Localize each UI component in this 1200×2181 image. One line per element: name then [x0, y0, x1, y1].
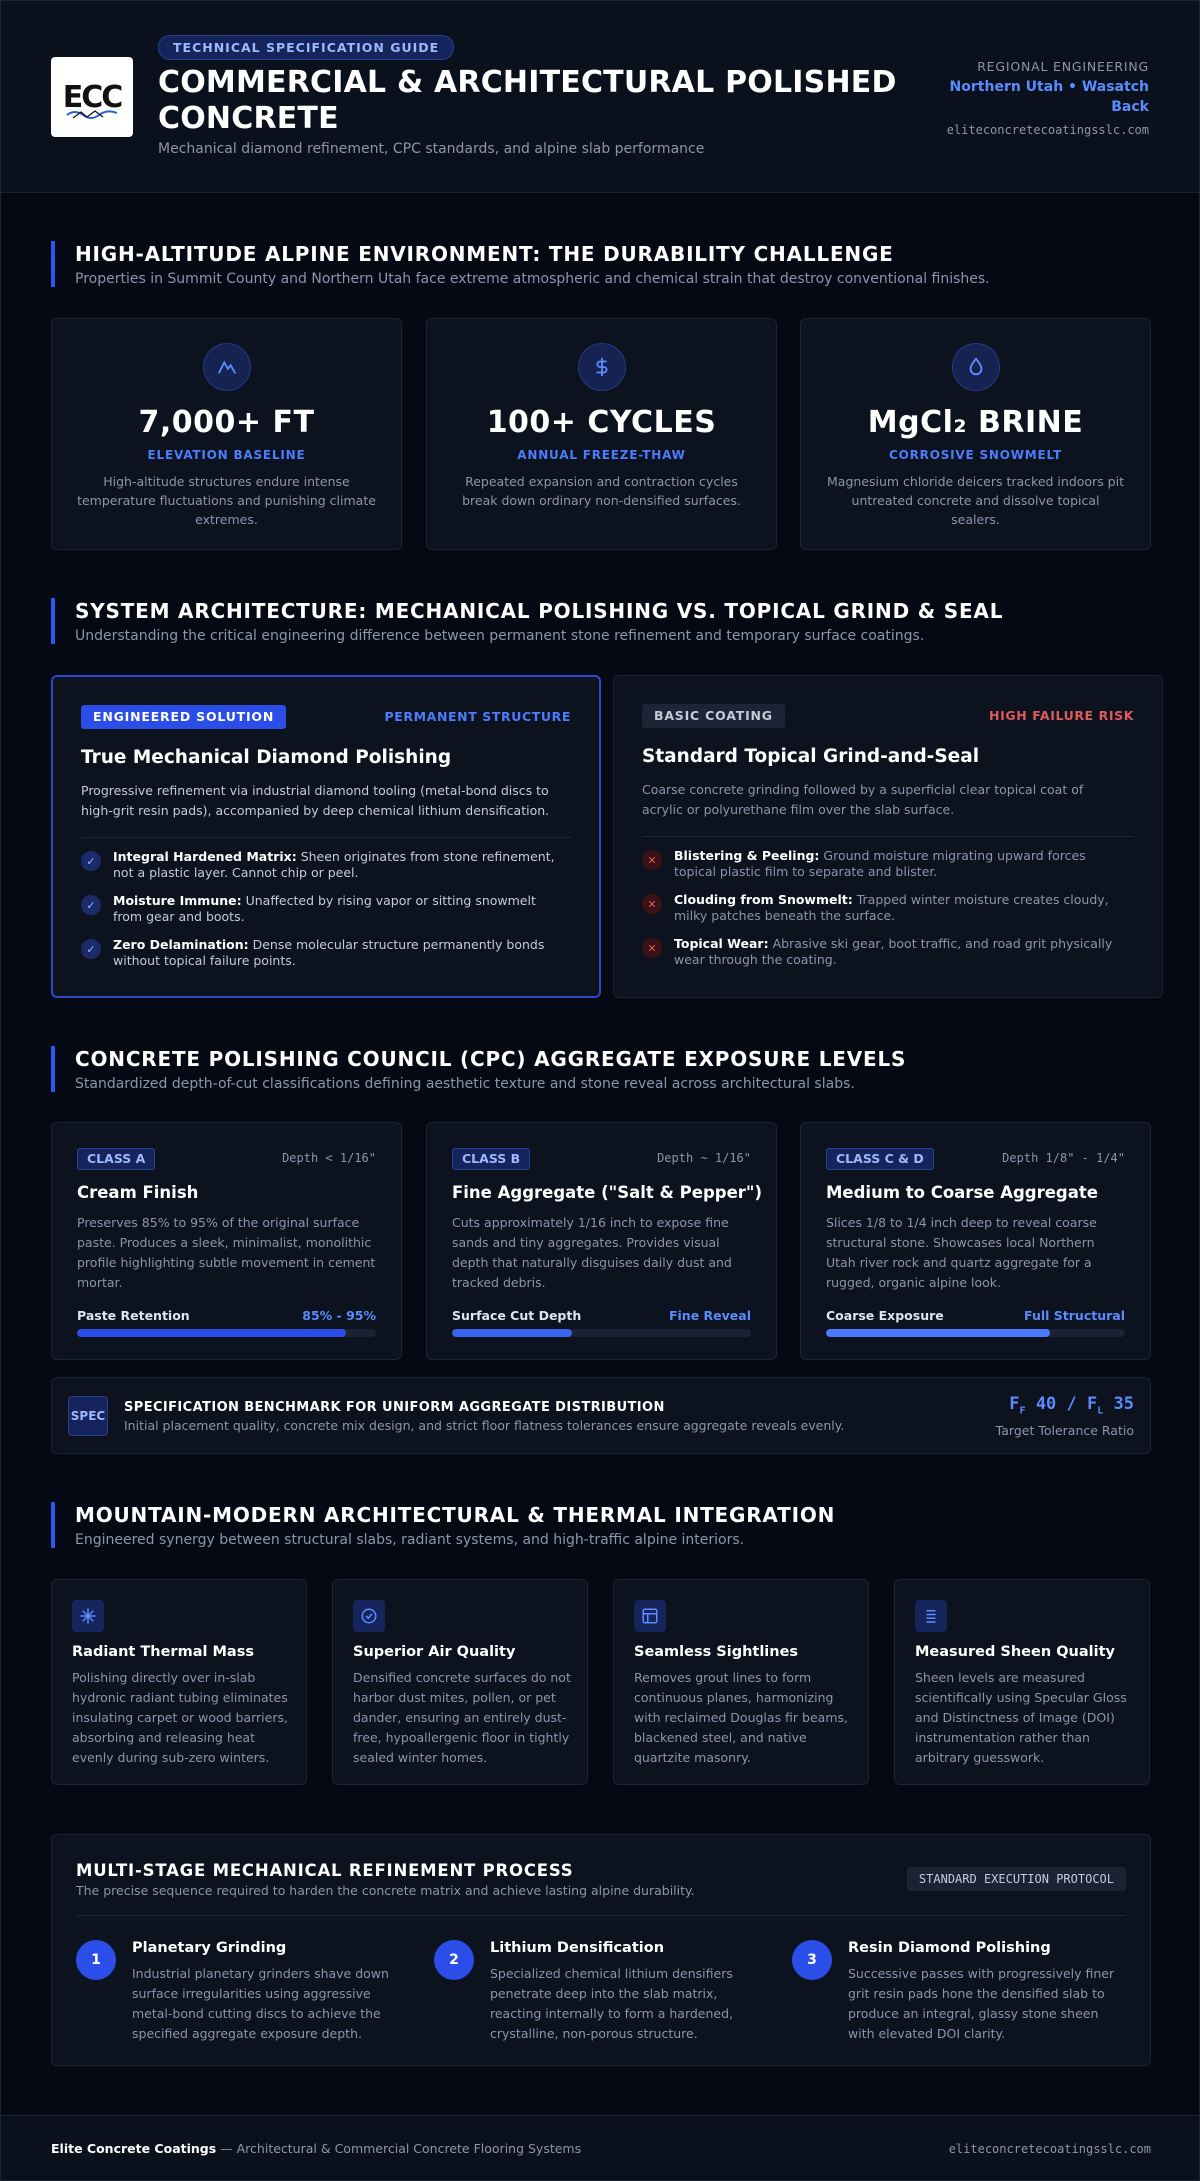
comparison-card-grind-seal	[613, 675, 1163, 998]
card-description: Sheen levels are measured scientifically using Specular Gloss and Distinctness of Image (DOI) instrumentation rather than arbitrary guesswork.	[915, 1670, 1127, 1765]
bar-label: Coarse Exposure	[826, 1308, 944, 1323]
page-footer	[1, 2115, 1200, 2181]
check-icon: ✓	[81, 851, 101, 871]
mountain-icon	[203, 343, 251, 391]
class-badge: CLASS B	[452, 1148, 530, 1170]
feature-title: Moisture Immune:	[113, 893, 242, 908]
feature-text: Sheen originates from stone refinement, not a plastic layer. Cannot chip or peel.	[113, 849, 555, 880]
stat-description: Magnesium chloride deicers tracked indoors pit untreated concrete and dissolve topical sealers.	[827, 474, 1124, 527]
regional-label: REGIONAL ENGINEERING	[977, 59, 1149, 74]
feature-item	[81, 937, 561, 969]
card-heading: Radiant Thermal Mass	[72, 1644, 254, 1660]
risk-title: Clouding from Snowmelt:	[674, 892, 853, 907]
stat-value: MgCl₂ BRINE	[867, 405, 1084, 440]
comparison-card-polishing	[51, 675, 601, 998]
solution-tag: ENGINEERED SOLUTION	[81, 705, 286, 729]
challenge-card-freeze-thaw	[426, 318, 777, 550]
card-heading: Standard Topical Grind-and-Seal	[642, 746, 980, 767]
class-heading: Cream Finish	[77, 1183, 199, 1202]
class-badge: CLASS C & D	[826, 1148, 934, 1170]
challenge-card-elevation	[51, 318, 402, 550]
snowflake-icon	[72, 1600, 104, 1632]
depth-label: Depth ~ 1/16"	[657, 1151, 751, 1165]
section-subtitle: Properties in Summit County and Northern Utah face extreme atmospheric and chemical strain that destroy conventional finishes.	[75, 271, 990, 287]
footer-url[interactable]: eliteconcretecoatingsslc.com	[948, 2142, 1151, 2156]
layout-icon	[634, 1600, 666, 1632]
section-title: SYSTEM ARCHITECTURE: MECHANICAL POLISHING VS. TOPICAL GRIND & SEAL	[75, 599, 1004, 623]
risk-item	[642, 848, 1122, 880]
step-description: Specialized chemical lithium densifiers penetrate deep into the slab matrix, reacting internally to form a hardened, crystalline, non-porous structure.	[490, 1966, 734, 2041]
benchmark-subtitle: Initial placement quality, concrete mix design, and strict floor flatness tolerances ensure aggregate reveals evenly.	[124, 1418, 845, 1433]
card-heading: Measured Sheen Quality	[915, 1644, 1115, 1660]
bar-label: Surface Cut Depth	[452, 1308, 582, 1323]
risk-item	[642, 936, 1122, 968]
class-heading: Fine Aggregate ("Salt & Pepper")	[452, 1183, 763, 1202]
risk-title: Topical Wear:	[674, 936, 769, 951]
class-description: Slices 1/8 to 1/4 inch deep to reveal coarse structural stone. Showcases local Northern Utah river rock and quartz aggregate for a rugged, organic alpine look.	[826, 1215, 1097, 1290]
risk-text: Ground moisture migrating upward forces topical plastic film to separate and blister.	[674, 848, 1086, 879]
cpc-section-header	[51, 1046, 1151, 1092]
page-title: COMMERCIAL & ARCHITECTURAL POLISHED CONCRETE	[158, 65, 897, 136]
stat-label: CORROSIVE SNOWMELT	[889, 448, 1062, 462]
protocol-badge: STANDARD EXECUTION PROTOCOL	[907, 1867, 1126, 1891]
thermal-card-radiant	[51, 1579, 307, 1785]
risk-item	[642, 892, 1122, 924]
x-icon: ✕	[642, 850, 662, 870]
step-heading: Planetary Grinding	[132, 1940, 287, 1956]
challenge-section-header	[51, 241, 1151, 287]
tolerance-value	[1009, 1394, 1134, 1416]
progress-track	[826, 1329, 1125, 1337]
dollar-icon	[578, 343, 626, 391]
check-circle-icon	[353, 1600, 385, 1632]
bar-value: Fine Reveal	[668, 1308, 751, 1323]
risk-label: HIGH FAILURE RISK	[989, 708, 1134, 723]
progress-fill	[826, 1329, 1050, 1337]
stat-description: Repeated expansion and contraction cycles break down ordinary non-densified surfaces.	[462, 474, 741, 508]
divider	[642, 836, 1134, 837]
depth-label: Depth < 1/16"	[282, 1151, 376, 1165]
card-description: Coarse concrete grinding followed by a superficial clear topical coat of acrylic or polyurethane film over the slab surface.	[642, 782, 1084, 817]
thermal-card-sightlines	[613, 1579, 869, 1785]
card-description: Progressive refinement via industrial diamond tooling (metal-bond discs to high-grit resin pads), accompanied by deep chemical lithium densification.	[81, 783, 550, 818]
fl-letter: F	[1087, 1394, 1098, 1414]
cpc-card-class-b	[426, 1122, 777, 1360]
step-heading: Resin Diamond Polishing	[848, 1940, 1051, 1956]
header-url[interactable]: eliteconcretecoatingsslc.com	[946, 123, 1149, 137]
process-step	[434, 1940, 769, 2044]
coating-tag: BASIC COATING	[642, 704, 785, 728]
process-title: MULTI-STAGE MECHANICAL REFINEMENT PROCESS	[76, 1861, 574, 1880]
check-icon: ✓	[81, 895, 101, 915]
benchmark-title: SPECIFICATION BENCHMARK FOR UNIFORM AGGREGATE DISTRIBUTION	[124, 1400, 665, 1415]
class-heading: Medium to Coarse Aggregate	[826, 1183, 1098, 1202]
step-number: 1	[76, 1940, 116, 1980]
logo-wave-icon	[65, 107, 119, 119]
class-description: Preserves 85% to 95% of the original surface paste. Produces a sleek, minimalist, monolithic profile highlighting subtle movement in cement mortar.	[77, 1215, 376, 1290]
feature-title: Zero Delamination:	[113, 937, 249, 952]
stat-value: 7,000+ FT	[138, 405, 315, 440]
specification-benchmark	[51, 1377, 1151, 1454]
divider	[81, 837, 571, 838]
logo-text: ECC	[62, 79, 122, 115]
step-description: Industrial planetary grinders shave down surface irregularities using aggressive metal-bond cutting discs to achieve the specified aggregate exposure depth.	[132, 1966, 389, 2041]
refinement-process-panel	[51, 1834, 1151, 2066]
page-subtitle: Mechanical diamond refinement, CPC standards, and alpine slab performance	[158, 141, 705, 157]
card-heading: True Mechanical Diamond Polishing	[81, 747, 452, 768]
card-description: Densified concrete surfaces do not harbor dust mites, pollen, or pet dander, ensuring an entirely dust-free, hypoallergenic floor in tightly sealed winter homes.	[353, 1670, 571, 1765]
ff-value: 40 /	[1025, 1394, 1087, 1414]
tolerance-label: Target Tolerance Ratio	[995, 1423, 1134, 1438]
feature-text: Dense molecular structure permanently bonds without topical failure points.	[113, 937, 545, 968]
class-badge: CLASS A	[77, 1148, 155, 1170]
process-subtitle: The precise sequence required to harden the concrete matrix and achieve lasting alpine durability.	[76, 1883, 695, 1898]
stat-label: ELEVATION BASELINE	[147, 448, 306, 462]
architecture-section-header	[51, 598, 1151, 644]
challenge-card-brine	[800, 318, 1151, 550]
divider	[76, 1915, 1126, 1916]
permanence-label: PERMANENT STRUCTURE	[384, 709, 571, 724]
feature-item	[81, 849, 561, 881]
step-heading: Lithium Densification	[490, 1940, 665, 1956]
progress-track	[77, 1329, 376, 1337]
footer-brand: Elite Concrete Coatings	[51, 2141, 217, 2156]
step-description: Successive passes with progressively finer grit resin pads hone the densified slab to produce an integral, glassy stone sheen with elevated DOI clarity.	[848, 1966, 1115, 2041]
step-number: 2	[434, 1940, 474, 1980]
section-title: CONCRETE POLISHING COUNCIL (CPC) AGGREGATE EXPOSURE LEVELS	[75, 1047, 907, 1071]
bar-label: Paste Retention	[77, 1308, 190, 1323]
stat-value: 100+ CYCLES	[486, 405, 717, 440]
step-number: 3	[792, 1940, 832, 1980]
section-subtitle: Standardized depth-of-cut classifications defining aesthetic texture and stone reveal across architectural slabs.	[75, 1076, 855, 1092]
bar-value: 85% - 95%	[302, 1308, 376, 1323]
card-heading: Seamless Sightlines	[634, 1644, 799, 1660]
risk-title: Blistering & Peeling:	[674, 848, 820, 863]
stat-description: High-altitude structures endure intense temperature fluctuations and punishing climate extremes.	[77, 474, 376, 527]
company-logo	[51, 57, 133, 137]
ff-letter: F	[1009, 1394, 1020, 1414]
progress-fill	[77, 1329, 346, 1337]
card-description: Removes grout lines to form continuous planes, harmonizing with reclaimed Douglas fir beams, blackened steel, and native quartzite masonry.	[634, 1670, 848, 1765]
section-subtitle: Engineered synergy between structural slabs, radiant systems, and high-traffic alpine interiors.	[75, 1532, 745, 1548]
footer-credit	[51, 2141, 581, 2156]
regional-info	[909, 59, 1149, 137]
fl-value: 35	[1103, 1394, 1134, 1414]
card-heading: Superior Air Quality	[353, 1644, 516, 1660]
cpc-card-class-cd	[800, 1122, 1151, 1360]
cpc-card-class-a	[51, 1122, 402, 1360]
spec-badge: SPEC	[68, 1396, 108, 1436]
depth-label: Depth 1/8" - 1/4"	[1002, 1151, 1125, 1165]
x-icon: ✕	[642, 894, 662, 914]
process-step	[76, 1940, 411, 2044]
thermal-card-air-quality	[332, 1579, 588, 1785]
thermal-card-sheen	[894, 1579, 1150, 1785]
risk-text: Abrasive ski gear, boot traffic, and road grit physically wear through the coating.	[674, 936, 1113, 967]
section-title: HIGH-ALTITUDE ALPINE ENVIRONMENT: THE DURABILITY CHALLENGE	[75, 242, 894, 266]
section-title: MOUNTAIN-MODERN ARCHITECTURAL & THERMAL INTEGRATION	[75, 1503, 836, 1527]
feature-item	[81, 893, 561, 925]
thermal-section-header	[51, 1502, 1151, 1548]
region-text: Northern Utah • Wasatch Back	[949, 79, 1149, 115]
feature-title: Integral Hardened Matrix:	[113, 849, 297, 864]
progress-track	[452, 1329, 751, 1337]
class-description: Cuts approximately 1/16 inch to expose fine sands and tiny aggregates. Provides visual depth that naturally disguises daily dust and tracked debris.	[452, 1215, 732, 1290]
bar-value: Full Structural	[1024, 1308, 1125, 1323]
stat-label: ANNUAL FREEZE-THAW	[517, 448, 686, 462]
footer-tagline: — Architectural & Commercial Concrete Flooring Systems	[216, 2141, 582, 2156]
process-step	[792, 1940, 1127, 2044]
page-header	[1, 1, 1199, 193]
spec-guide-pill: TECHNICAL SPECIFICATION GUIDE	[158, 35, 454, 60]
card-description: Polishing directly over in-slab hydronic radiant tubing eliminates insulating carpet or wood barriers, absorbing and releasing heat evenly during sub-zero winters.	[72, 1670, 288, 1765]
section-subtitle: Understanding the critical engineering difference between permanent stone refinement and temporary surface coatings.	[75, 628, 925, 644]
droplet-icon	[952, 343, 1000, 391]
list-icon	[915, 1600, 947, 1632]
fl-subscript: L	[1097, 1405, 1104, 1417]
check-icon: ✓	[81, 939, 101, 959]
risk-text: Trapped winter moisture creates cloudy, milky patches beneath the surface.	[674, 892, 1109, 923]
ff-subscript: F	[1019, 1405, 1026, 1417]
feature-text: Unaffected by rising vapor or sitting snowmelt from gear and boots.	[113, 893, 536, 924]
x-icon: ✕	[642, 938, 662, 958]
progress-fill	[452, 1329, 572, 1337]
